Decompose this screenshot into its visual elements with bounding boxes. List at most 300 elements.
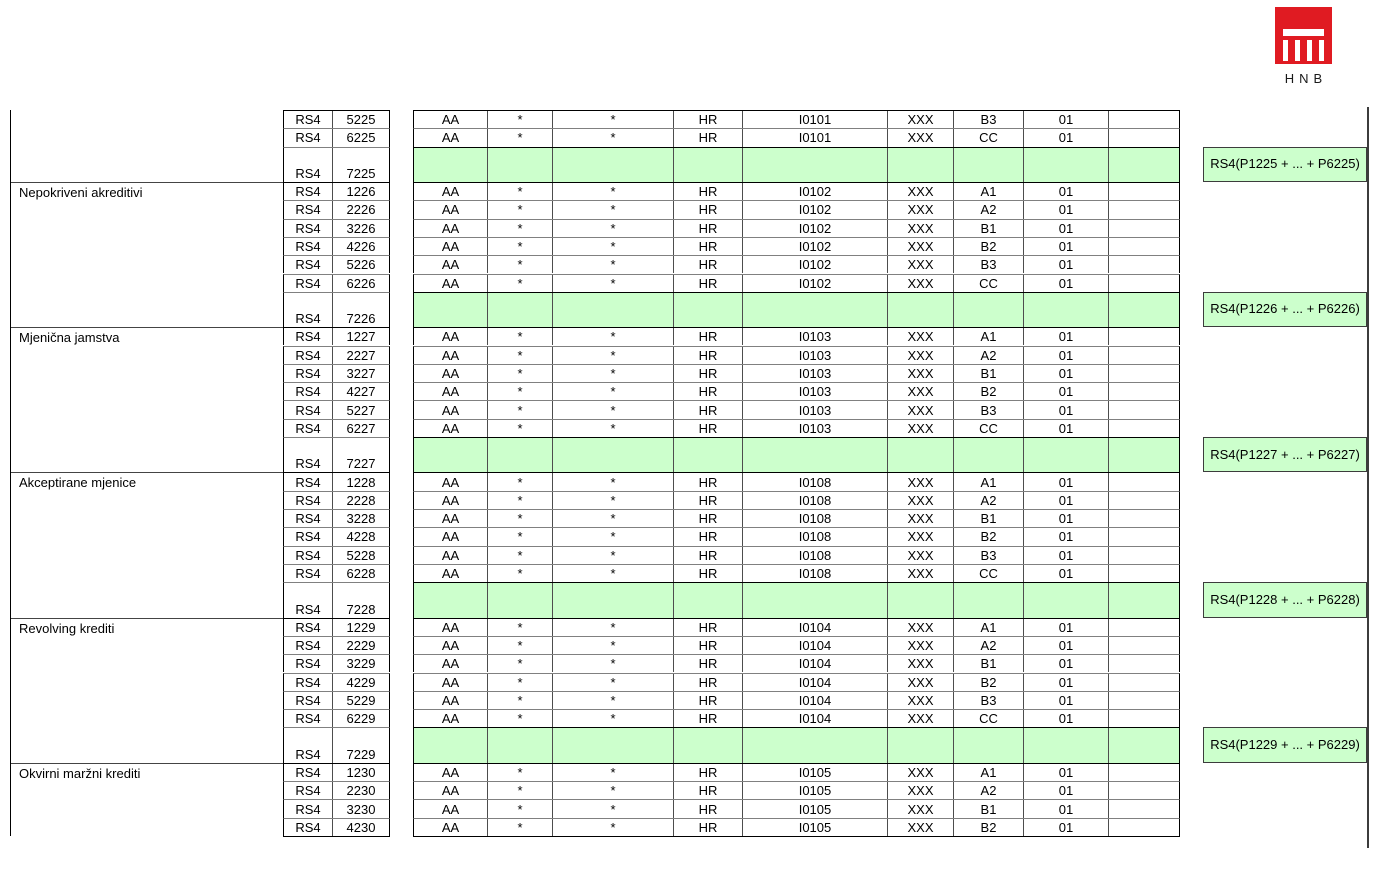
grid-cell [414,438,488,472]
grid-cell: I0101 [743,111,888,128]
grid-cell: B3 [954,401,1024,418]
table-row [413,364,1180,382]
group-label [10,110,283,182]
left-border-line [10,110,11,836]
grid-cell: XXX [888,547,954,564]
grid-cell: * [488,692,553,709]
grid-cell: XXX [888,819,954,836]
grid-cell [1024,583,1109,617]
grid-cell: 01 [1024,256,1109,273]
rs-cell: RS4 [284,148,333,182]
grid-cell: HR [674,401,743,418]
grid-cell: I0102 [743,201,888,218]
grid-cell: AA [414,201,488,218]
grid-cell: B1 [954,220,1024,237]
table-row [413,400,1180,418]
grid-cell: * [553,183,674,200]
grid-cell: A2 [954,347,1024,364]
grid-cell: AA [414,220,488,237]
table-row [413,237,1180,255]
table-row [413,255,1180,273]
grid-cell: * [488,328,553,345]
grid-cell [1109,782,1179,799]
grid-cell: I0104 [743,619,888,636]
grid-cell: AA [414,782,488,799]
grid-cell: 01 [1024,365,1109,382]
grid-cell: * [488,565,553,582]
grid-cell: * [553,383,674,400]
table-row-left [283,472,390,490]
grid-cell: * [553,401,674,418]
grid-cell: AA [414,528,488,545]
grid-cell [674,438,743,472]
code-cell: 5229 [346,692,376,708]
formula-cell: RS4(P1228 + ... + P6228) [1203,582,1367,617]
table-row [413,472,1180,490]
grid-cell [1109,800,1179,817]
grid-cell: 01 [1024,201,1109,218]
rs-cell: RS4 [284,692,333,709]
grid-cell: AA [414,347,488,364]
grid-cell [414,728,488,762]
table-row-left [283,763,390,781]
grid-cell: HR [674,183,743,200]
rs-cell: RS4 [284,129,333,146]
grid-cell [674,728,743,762]
code-cell: 3230 [346,801,376,817]
code-cell: 1227 [346,329,376,345]
rs-cell: RS4 [284,201,333,218]
grid-cell: XXX [888,238,954,255]
grid-cell: CC [954,565,1024,582]
grid-cell: * [553,420,674,437]
grid-cell: I0108 [743,547,888,564]
grid-cell: A2 [954,637,1024,654]
grid-cell: I0104 [743,710,888,727]
grid-cell: * [488,256,553,273]
grid-cell: I0103 [743,365,888,382]
rs-cell: RS4 [284,510,333,527]
grid-cell: XXX [888,655,954,672]
grid-cell: AA [414,111,488,128]
grid-cell: XXX [888,256,954,273]
rs-cell: RS4 [284,401,333,418]
grid-cell: * [488,275,553,292]
grid-cell [414,148,488,182]
table-row [413,419,1180,437]
table-row-left [283,400,390,418]
grid-cell [1109,201,1179,218]
grid-cell: * [488,383,553,400]
grid-cell: HR [674,710,743,727]
group-label: Mjenična jamstva [10,327,283,472]
table-row-left [283,799,390,817]
table-row-left [283,546,390,564]
grid-cell: I0108 [743,528,888,545]
grid-cell: AA [414,547,488,564]
grid-cell: 01 [1024,420,1109,437]
grid-cell [743,438,888,472]
table-row-left [283,491,390,509]
code-cell: 4228 [346,529,376,545]
rs-cell: RS4 [284,710,333,727]
grid-cell: AA [414,692,488,709]
code-cell: 5228 [346,547,376,563]
table-row-left [283,128,390,146]
grid-cell: I0102 [743,220,888,237]
grid-cell [553,438,674,472]
grid-cell: AA [414,183,488,200]
code-cell: 4230 [346,819,376,835]
grid-cell: * [488,347,553,364]
rs-cell: RS4 [284,565,333,582]
hnb-logo-text: HNB [1284,71,1328,86]
grid-cell: A1 [954,473,1024,490]
rs-cell: RS4 [284,420,333,437]
grid-cell [888,148,954,182]
grid-cell [414,293,488,327]
grid-cell: * [488,782,553,799]
grid-cell: 01 [1024,401,1109,418]
grid-cell: I0108 [743,565,888,582]
grid-cell: I0105 [743,819,888,836]
table-row-left [283,182,390,200]
grid-cell [1109,637,1179,654]
code-cell: 6229 [346,711,376,727]
grid-cell: * [553,347,674,364]
code-cell: 1229 [346,619,376,635]
grid-cell: 01 [1024,764,1109,781]
grid-cell: AA [414,238,488,255]
table-row-left [283,292,390,327]
grid-cell: I0104 [743,692,888,709]
grid-cell: * [488,365,553,382]
grid-cell: XXX [888,528,954,545]
grid-cell [488,293,553,327]
rs-cell: RS4 [284,473,333,490]
rs-cell: RS4 [284,111,333,128]
grid-cell [1109,710,1179,727]
grid-cell [1024,438,1109,472]
grid-cell: * [488,129,553,146]
table-row [413,564,1180,582]
grid-cell: 01 [1024,655,1109,672]
grid-cell: CC [954,710,1024,727]
code-cell: 1230 [346,764,376,780]
grid-cell: HR [674,510,743,527]
grid-cell: B2 [954,528,1024,545]
grid-cell: * [488,800,553,817]
grid-cell: I0101 [743,129,888,146]
grid-cell: XXX [888,275,954,292]
grid-cell: 01 [1024,383,1109,400]
grid-cell: HR [674,692,743,709]
grid-cell: A1 [954,764,1024,781]
grid-cell: AA [414,637,488,654]
grid-cell [743,148,888,182]
grid-cell: 01 [1024,347,1109,364]
grid-cell: * [553,111,674,128]
table-row-left [283,509,390,527]
grid-cell: CC [954,275,1024,292]
table-row-left [283,200,390,218]
code-cell: 4227 [346,384,376,400]
grid-cell: I0108 [743,492,888,509]
grid-cell [888,728,954,762]
grid-cell: B2 [954,819,1024,836]
grid-cell: HR [674,492,743,509]
grid-cell: AA [414,420,488,437]
table-row-left [283,382,390,400]
grid-cell: A2 [954,201,1024,218]
grid-cell: XXX [888,328,954,345]
grid-cell: * [488,183,553,200]
rs-cell: RS4 [284,328,333,345]
grid-cell: HR [674,565,743,582]
rs-cell: RS4 [284,655,333,672]
grid-cell: I0103 [743,347,888,364]
grid-cell: * [488,619,553,636]
grid-cell: XXX [888,637,954,654]
grid-cell: AA [414,565,488,582]
grid-cell: HR [674,420,743,437]
grid-cell: HR [674,328,743,345]
rs-cell: RS4 [284,782,333,799]
grid-cell: I0102 [743,238,888,255]
table-row-summary [413,582,1180,617]
grid-cell: AA [414,800,488,817]
grid-cell: I0105 [743,764,888,781]
grid-cell: AA [414,328,488,345]
rs-cell: RS4 [284,383,333,400]
grid-cell: AA [414,401,488,418]
grid-cell: 01 [1024,328,1109,345]
rs-cell: RS4 [284,764,333,781]
grid-cell: * [488,420,553,437]
table-row [413,527,1180,545]
grid-cell [954,148,1024,182]
grid-cell: I0103 [743,328,888,345]
grid-cell: AA [414,492,488,509]
grid-cell [1109,438,1179,472]
grid-cell [1109,420,1179,437]
rs-cell: RS4 [284,637,333,654]
grid-cell: HR [674,201,743,218]
grid-cell: * [488,655,553,672]
grid-cell: 01 [1024,473,1109,490]
table-row-left [283,691,390,709]
grid-cell: HR [674,111,743,128]
grid-cell: XXX [888,420,954,437]
grid-cell: AA [414,365,488,382]
grid-cell: * [553,800,674,817]
grid-cell: XXX [888,619,954,636]
grid-cell: 01 [1024,637,1109,654]
grid-cell: HR [674,220,743,237]
grid-cell: XXX [888,129,954,146]
grid-cell: 01 [1024,565,1109,582]
grid-cell [1109,655,1179,672]
code-cell: 3229 [346,656,376,672]
table-row [413,691,1180,709]
grid-cell: * [553,256,674,273]
grid-cell: * [488,201,553,218]
grid-cell [1109,383,1179,400]
grid-cell: AA [414,129,488,146]
table-row-summary [413,727,1180,762]
table-row-summary [413,147,1180,182]
table-row-left [283,582,390,617]
grid-cell: HR [674,547,743,564]
code-cell: 2228 [346,492,376,508]
table-row-left [283,818,390,836]
grid-cell: HR [674,819,743,836]
grid-cell: XXX [888,492,954,509]
table-row [413,546,1180,564]
grid-cell: A1 [954,183,1024,200]
group-label: Revolving krediti [10,618,283,763]
table-row-left [283,419,390,437]
grid-cell: * [553,710,674,727]
grid-cell: XXX [888,510,954,527]
grid-cell: B2 [954,383,1024,400]
grid-cell: AA [414,256,488,273]
grid-cell: * [553,473,674,490]
grid-cell: XXX [888,183,954,200]
grid-cell: * [488,674,553,691]
grid-cell [1109,401,1179,418]
group-label: Nepokriveni akreditivi [10,182,283,327]
grid-cell: * [488,528,553,545]
grid-cell: HR [674,347,743,364]
grid-cell: XXX [888,782,954,799]
rs-cell: RS4 [284,365,333,382]
table-row [413,799,1180,817]
grid-cell [1109,238,1179,255]
formula-cell: RS4(P1226 + ... + P6226) [1203,292,1367,327]
grid-cell: * [553,764,674,781]
grid-cell: AA [414,674,488,691]
grid-cell: * [488,637,553,654]
code-cell: 5226 [346,257,376,273]
rs-cell: RS4 [284,438,333,472]
grid-cell: * [488,401,553,418]
grid-cell [1109,293,1179,327]
rs-cell: RS4 [284,728,333,762]
grid-cell: * [488,111,553,128]
code-cell: 6227 [346,420,376,436]
table-row [413,200,1180,218]
grid-cell: XXX [888,401,954,418]
grid-cell [743,583,888,617]
grid-cell: XXX [888,111,954,128]
grid-cell: B3 [954,111,1024,128]
grid-cell: B1 [954,365,1024,382]
grid-cell: HR [674,655,743,672]
code-cell: 3228 [346,511,376,527]
code-cell: 6226 [346,275,376,291]
table-row-left [283,346,390,364]
grid-cell: I0105 [743,800,888,817]
code-cell: 2229 [346,638,376,654]
rs-cell: RS4 [284,547,333,564]
table-row-left [283,110,390,128]
grid-cell: HR [674,275,743,292]
table-row-left [283,564,390,582]
grid-cell [674,148,743,182]
code-cell: 5227 [346,402,376,418]
grid-cell [743,728,888,762]
grid-cell [674,293,743,327]
grid-cell: * [488,819,553,836]
grid-cell: * [553,637,674,654]
table-row [413,654,1180,672]
table-row [413,128,1180,146]
grid-cell [954,293,1024,327]
grid-cell [1109,547,1179,564]
grid-cell: AA [414,275,488,292]
grid-cell: * [488,473,553,490]
table-bottom-border [283,836,390,838]
grid-cell: HR [674,674,743,691]
grid-cell [954,438,1024,472]
table-row-left [283,255,390,273]
grid-cell: * [553,238,674,255]
grid-cell: * [553,547,674,564]
table-row [413,274,1180,292]
grid-cell: 01 [1024,692,1109,709]
table-row-left [283,709,390,727]
grid-cell: B1 [954,800,1024,817]
grid-cell: 01 [1024,238,1109,255]
grid-cell [1109,183,1179,200]
grid-cell: XXX [888,473,954,490]
grid-cell [1109,220,1179,237]
rs-cell: RS4 [284,583,333,617]
grid-cell: 01 [1024,782,1109,799]
table-row [413,327,1180,345]
grid-cell: * [553,565,674,582]
code-cell: 6228 [346,566,376,582]
grid-cell: * [553,275,674,292]
grid-cell: AA [414,473,488,490]
table-row-left [283,327,390,345]
code-cell: 2230 [346,783,376,799]
grid-cell: AA [414,655,488,672]
grid-cell: 01 [1024,220,1109,237]
grid-cell [1109,674,1179,691]
grid-cell: CC [954,420,1024,437]
grid-cell: XXX [888,692,954,709]
grid-cell: XXX [888,201,954,218]
grid-cell: * [553,619,674,636]
table-row [413,818,1180,836]
grid-cell [1109,510,1179,527]
table-row [413,618,1180,636]
grid-cell [553,148,674,182]
rs-cell: RS4 [284,528,333,545]
grid-cell [1024,148,1109,182]
grid-cell: 01 [1024,819,1109,836]
grid-cell: XXX [888,365,954,382]
rs-cell: RS4 [284,256,333,273]
grid-cell: 01 [1024,800,1109,817]
grid-cell: HR [674,637,743,654]
table-row [413,182,1180,200]
grid-cell [1109,328,1179,345]
grid-cell: HR [674,383,743,400]
grid-cell: CC [954,129,1024,146]
